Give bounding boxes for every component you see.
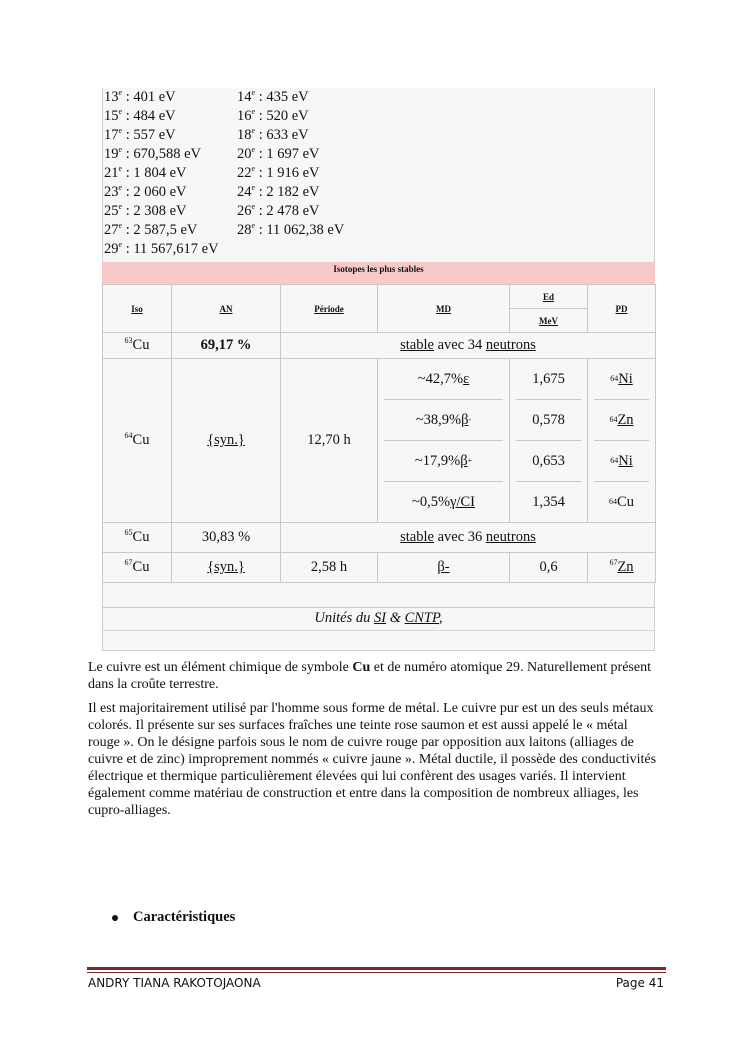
isotopes-title: Isotopes les plus stables bbox=[102, 262, 655, 284]
iso-cell: $^{64}$Cu bbox=[103, 359, 172, 523]
ionization-energy-line bbox=[104, 164, 187, 183]
decay-energy-cell: 0,6 bbox=[510, 553, 588, 583]
ionization-order-suffix: e bbox=[251, 88, 256, 98]
ionization-energy-line bbox=[104, 183, 187, 202]
decay-product-cell bbox=[588, 359, 656, 523]
decay-percent: ~42,7% bbox=[417, 370, 464, 387]
ionization-order: 21 bbox=[104, 165, 119, 181]
ionization-energy-line bbox=[237, 107, 309, 126]
ionization-value: : 435 eV bbox=[255, 89, 309, 105]
units-note: Unités du SI & CNTP, bbox=[314, 610, 443, 626]
decay-modes-cell bbox=[378, 359, 510, 523]
decay-energy: 1,354 bbox=[532, 493, 565, 510]
ionization-order: 28 bbox=[237, 222, 252, 238]
abundance-cell: 69,17 % bbox=[172, 333, 281, 359]
ionization-energy-line bbox=[104, 107, 176, 126]
decay-percent: ~38,9% bbox=[415, 411, 462, 428]
ionization-value: : 2 308 eV bbox=[122, 203, 187, 219]
decay-mode bbox=[384, 359, 503, 400]
ionization-energy-line bbox=[237, 126, 309, 145]
iso-cell: $^{63}$Cu bbox=[103, 333, 172, 359]
header-md: MD bbox=[378, 285, 510, 333]
period-cell: 12,70 h bbox=[281, 359, 378, 523]
decay-energy: 0,653 bbox=[516, 441, 581, 482]
ionization-order: 24 bbox=[237, 184, 252, 200]
ionization-value: : 670,588 eV bbox=[122, 146, 201, 162]
table-row bbox=[103, 359, 656, 523]
ionization-energy-line bbox=[104, 88, 176, 107]
ionization-order-suffix: e bbox=[118, 126, 123, 136]
table-row bbox=[103, 553, 656, 583]
ionization-order: 23 bbox=[104, 184, 119, 200]
ionization-value: : 11 062,38 eV bbox=[255, 222, 345, 238]
decay-product: 64 Zn bbox=[594, 400, 649, 441]
ionization-order-suffix: e bbox=[251, 221, 256, 231]
divider bbox=[102, 630, 655, 631]
abundance-cell: {syn.} bbox=[172, 553, 281, 583]
divider bbox=[102, 607, 655, 608]
ionization-order-suffix: e bbox=[251, 107, 256, 117]
decay-mode-cell: β- bbox=[378, 553, 510, 583]
ionization-energy-line bbox=[237, 202, 320, 221]
ionization-value: : 2 587,5 eV bbox=[122, 222, 198, 238]
paragraph-intro: Le cuivre est un élément chimique de symbole Cu et de numéro atomique 29. Naturellement présent dans la croûte terrestre. bbox=[88, 660, 651, 692]
paragraph-usage: Il est majoritairement utilisé par l'homme sous forme de métal. Le cuivre pur est un des seuls métaux colorés. Il présente sur ses surfaces fraîches une teinte rose saumon et est aussi appelé le « métal rouge ». On le désigne parfois sous le nom de cuivre rouge par opposition aux laitons (alliages de cuivre et de zinc) improprement nommés « cuivre jaune ». Métal ductile, il possède des conductivités électrique et thermique particulièrement élevées qui lui confèrent des usages variés. Il intervient également comme matériau de construction et entre dans la composition de nombreux alliages, les cupro-alliages. bbox=[88, 701, 657, 818]
ionization-value: : 401 eV bbox=[122, 89, 176, 105]
footer-rule bbox=[87, 967, 666, 970]
si-link[interactable]: SI bbox=[373, 610, 387, 626]
table-row bbox=[103, 523, 656, 553]
decay-product-cell: $^{67}$Zn bbox=[588, 553, 656, 583]
ionization-order-suffix: e bbox=[118, 145, 123, 155]
ionization-order: 13 bbox=[104, 89, 119, 105]
bullet-icon bbox=[112, 915, 118, 921]
ionization-value: : 2 478 eV bbox=[255, 203, 320, 219]
decay-product: 64 Cu bbox=[609, 493, 634, 510]
ionization-value: : 2 182 eV bbox=[255, 184, 320, 200]
ionization-order-suffix: e bbox=[251, 202, 256, 212]
ionization-order-suffix: e bbox=[118, 221, 123, 231]
footer-author: ANDRY TIANA RAKOTOJAONA bbox=[88, 976, 261, 990]
header-pd: PD bbox=[588, 285, 656, 333]
ionization-order: 29 bbox=[104, 241, 119, 257]
ionization-energy-line bbox=[237, 145, 320, 164]
ionization-energy-line bbox=[237, 183, 320, 202]
cntp-link[interactable]: CNTP bbox=[404, 610, 439, 626]
footer-rule-thin bbox=[87, 972, 666, 973]
ionization-order-suffix: e bbox=[251, 126, 256, 136]
period-cell: 2,58 h bbox=[281, 553, 378, 583]
footer-page-number: Page 41 bbox=[615, 976, 664, 990]
ionization-value: : 633 eV bbox=[255, 127, 309, 143]
ionization-energy-line bbox=[104, 145, 201, 164]
ionization-order-suffix: e bbox=[118, 88, 123, 98]
decay-product: 64 Ni bbox=[594, 441, 649, 482]
table-row bbox=[103, 333, 656, 359]
abundance-cell: {syn.} bbox=[172, 359, 281, 523]
ionization-order-suffix: e bbox=[118, 202, 123, 212]
decay-percent: ~17,9% bbox=[414, 452, 461, 469]
ionization-order: 25 bbox=[104, 203, 119, 219]
ionization-value: : 2 060 eV bbox=[122, 184, 187, 200]
header-mev: MeV bbox=[510, 309, 588, 333]
ionization-value: : 520 eV bbox=[255, 108, 309, 124]
ionization-value: : 557 eV bbox=[122, 127, 176, 143]
decay-energy-cell bbox=[510, 359, 588, 523]
ionization-order-suffix: e bbox=[118, 107, 123, 117]
ionization-energy-line bbox=[237, 221, 344, 240]
decay-mode bbox=[378, 482, 509, 522]
stable-cell: stable avec 36 neutrons bbox=[281, 523, 656, 553]
ionization-energy-line bbox=[104, 202, 187, 221]
decay-product: 64 Ni bbox=[594, 359, 649, 400]
ionization-order: 26 bbox=[237, 203, 252, 219]
decay-mode: ~17,9% β + bbox=[384, 441, 503, 482]
product-element: Ni bbox=[618, 370, 633, 387]
stable-cell: stable avec 34 neutrons bbox=[281, 333, 656, 359]
ionization-order: 14 bbox=[237, 89, 252, 105]
ionization-value: : 11 567,617 eV bbox=[122, 241, 219, 257]
ionization-order-suffix: e bbox=[118, 164, 123, 174]
iso-cell: $^{67}$Cu bbox=[103, 553, 172, 583]
ionization-order: 20 bbox=[237, 146, 252, 162]
decay-energy: 1,675 bbox=[516, 359, 581, 400]
product-element: Ni bbox=[618, 452, 633, 469]
ionization-energy-line bbox=[104, 126, 176, 145]
decay-symbol: γ/CI bbox=[450, 493, 475, 510]
product-element: Cu bbox=[617, 493, 634, 510]
abundance-cell: 30,83 % bbox=[172, 523, 281, 553]
section-bullet: Caractéristiques bbox=[112, 909, 235, 926]
ionization-order: 16 bbox=[237, 108, 252, 124]
ionization-order: 15 bbox=[104, 108, 119, 124]
product-element: Zn bbox=[617, 411, 634, 428]
ionization-order-suffix: e bbox=[251, 183, 256, 193]
header-ed: Ed bbox=[510, 285, 588, 309]
header-periode: Période bbox=[281, 285, 378, 333]
ionization-order-suffix: e bbox=[251, 145, 256, 155]
decay-symbol: β bbox=[460, 452, 468, 469]
ionization-energy-line bbox=[237, 164, 320, 183]
ionization-energy-line bbox=[237, 88, 309, 107]
isotopes-table bbox=[102, 284, 656, 583]
ionization-order-suffix: e bbox=[118, 240, 123, 250]
ionization-order: 17 bbox=[104, 127, 119, 143]
ionization-order: 18 bbox=[237, 127, 252, 143]
ionization-value: : 1 804 eV bbox=[122, 165, 187, 181]
decay-percent: ~0,5% bbox=[412, 493, 451, 510]
decay-symbol: β bbox=[461, 411, 469, 428]
ionization-value: : 1 697 eV bbox=[255, 146, 320, 162]
ionization-value: : 1 916 eV bbox=[255, 165, 320, 181]
iso-cell: $^{65}$Cu bbox=[103, 523, 172, 553]
ionization-order-suffix: e bbox=[251, 164, 256, 174]
ionization-order-suffix: e bbox=[118, 183, 123, 193]
ionization-order: 27 bbox=[104, 222, 119, 238]
ionization-energy-line bbox=[104, 221, 197, 240]
decay-mode: ~38,9% β - bbox=[384, 400, 503, 441]
decay-symbol: ε bbox=[463, 370, 470, 387]
header-iso: Iso bbox=[103, 285, 172, 333]
header-an: AN bbox=[172, 285, 281, 333]
ionization-order: 19 bbox=[104, 146, 119, 162]
decay-energy: 0,578 bbox=[516, 400, 581, 441]
ionization-energy-line bbox=[104, 240, 219, 259]
ionization-value: : 484 eV bbox=[122, 108, 176, 124]
ionization-order: 22 bbox=[237, 165, 252, 181]
